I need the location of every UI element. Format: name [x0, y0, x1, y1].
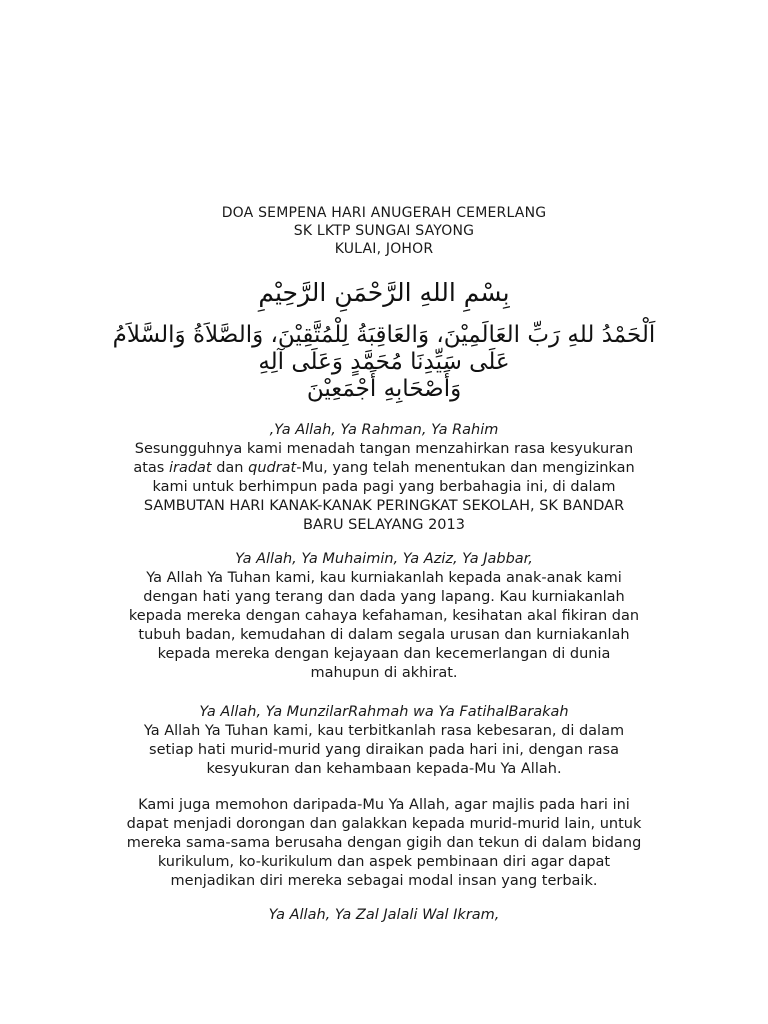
paragraph-line — [84, 459, 684, 478]
paragraph-3 — [84, 703, 684, 779]
text-span: -Mu, yang telah menentukan dan mengizinkan — [296, 460, 635, 476]
invocation-1: ,Ya Allah, Ya Rahman, Ya Rahim — [269, 422, 499, 438]
paragraph-line: setiap hati murid-murid yang diraikan pada hari ini, dengan rasa — [149, 742, 619, 758]
arabic-line-3: وَأَصْحَابِهِ أَجْمَعِيْنَ — [306, 376, 462, 402]
arabic-hamdalah — [84, 322, 684, 403]
paragraph-line: SAMBUTAN HARI KANAK-KANAK PERINGKAT SEKOLAH, SK BANDAR — [143, 498, 625, 514]
invocation-3: Ya Allah, Ya MunzilarRahmah wa Ya FatihalBarakah — [199, 704, 569, 720]
paragraph-line: Sesungguhnya kami menadah tangan menzahirkan rasa kesyukuran — [134, 441, 634, 457]
invocation-2: Ya Allah, Ya Muhaimin, Ya Aziz, Ya Jabbar, — [235, 551, 533, 567]
paragraph-2 — [84, 550, 684, 683]
paragraph-line: kurikulum, ko-kurikulum dan aspek pembinaan diri agar dapat — [157, 854, 611, 870]
paragraph-line: menjadikan diri mereka sebagai modal insan yang terbaik. — [170, 873, 598, 889]
paragraph-line: Ya Allah Ya Tuhan kami, kau kurniakanlah kepada anak-anak kami — [146, 570, 622, 586]
term-qudrat: qudrat — [248, 460, 297, 476]
term-iradat: iradat — [168, 460, 212, 476]
paragraph-line: kesyukuran dan kehambaan kepada-Mu Ya Allah. — [206, 761, 562, 777]
paragraph-line: BARU SELAYANG 2013 — [303, 517, 465, 533]
paragraph-line: mahupun di akhirat. — [310, 665, 458, 681]
paragraph-line: Kami juga memohon daripada-Mu Ya Allah, agar majlis pada hari ini — [138, 797, 630, 813]
paragraph-line: dapat menjadi dorongan dan galakkan kepada murid-murid lain, untuk — [126, 816, 642, 832]
text-span: dan — [211, 460, 249, 476]
heading-location: KULAI, JOHOR — [334, 241, 434, 257]
invocation-5: Ya Allah, Ya Zal Jalali Wal Ikram, — [268, 907, 500, 923]
document-heading — [0, 204, 768, 258]
paragraph-1 — [84, 421, 684, 535]
text-span: atas — [133, 460, 169, 476]
paragraph-5 — [84, 906, 684, 925]
paragraph-line: dengan hati yang terang dan dada yang lapang. Kau kurniakanlah — [143, 589, 625, 605]
heading-school: SK LKTP SUNGAI SAYONG — [293, 223, 475, 239]
paragraph-line: Ya Allah Ya Tuhan kami, kau terbitkanlah rasa kebesaran, di dalam — [143, 723, 625, 739]
paragraph-line: tubuh badan, kemudahan di dalam segala urusan dan kurniakanlah — [138, 627, 630, 643]
paragraph-line: mereka sama-sama berusaha dengan gigih dan tekun di dalam bidang — [126, 835, 642, 851]
arabic-line-1: اَلْحَمْدُ للهِ رَبِّ العَالَمِيْنَ، وَالعَاقِبَةُ لِلْمُتَّقِيْنَ، وَالصَّلاَةُ وَالسَّلاَمُ — [112, 322, 656, 348]
arabic-bismillah: بِسْمِ اللهِ الرَّحْمَنِ الرَّحِيْمِ — [258, 278, 510, 307]
heading-title: DOA SEMPENA HARI ANUGERAH CEMERLANG — [221, 205, 547, 221]
paragraph-line: kami untuk berhimpun pada pagi yang berbahagia ini, di dalam — [152, 479, 616, 495]
arabic-line-2: عَلَى سَيِّدِنَا مُحَمَّدٍ وَعَلَى آلِهِ — [258, 349, 510, 375]
paragraph-4 — [84, 796, 684, 891]
paragraph-line: kepada mereka dengan kejayaan dan kecemerlangan di dunia — [157, 646, 611, 662]
paragraph-line: kepada mereka dengan cahaya kefahaman, kesihatan akal fikiran dan — [128, 608, 640, 624]
